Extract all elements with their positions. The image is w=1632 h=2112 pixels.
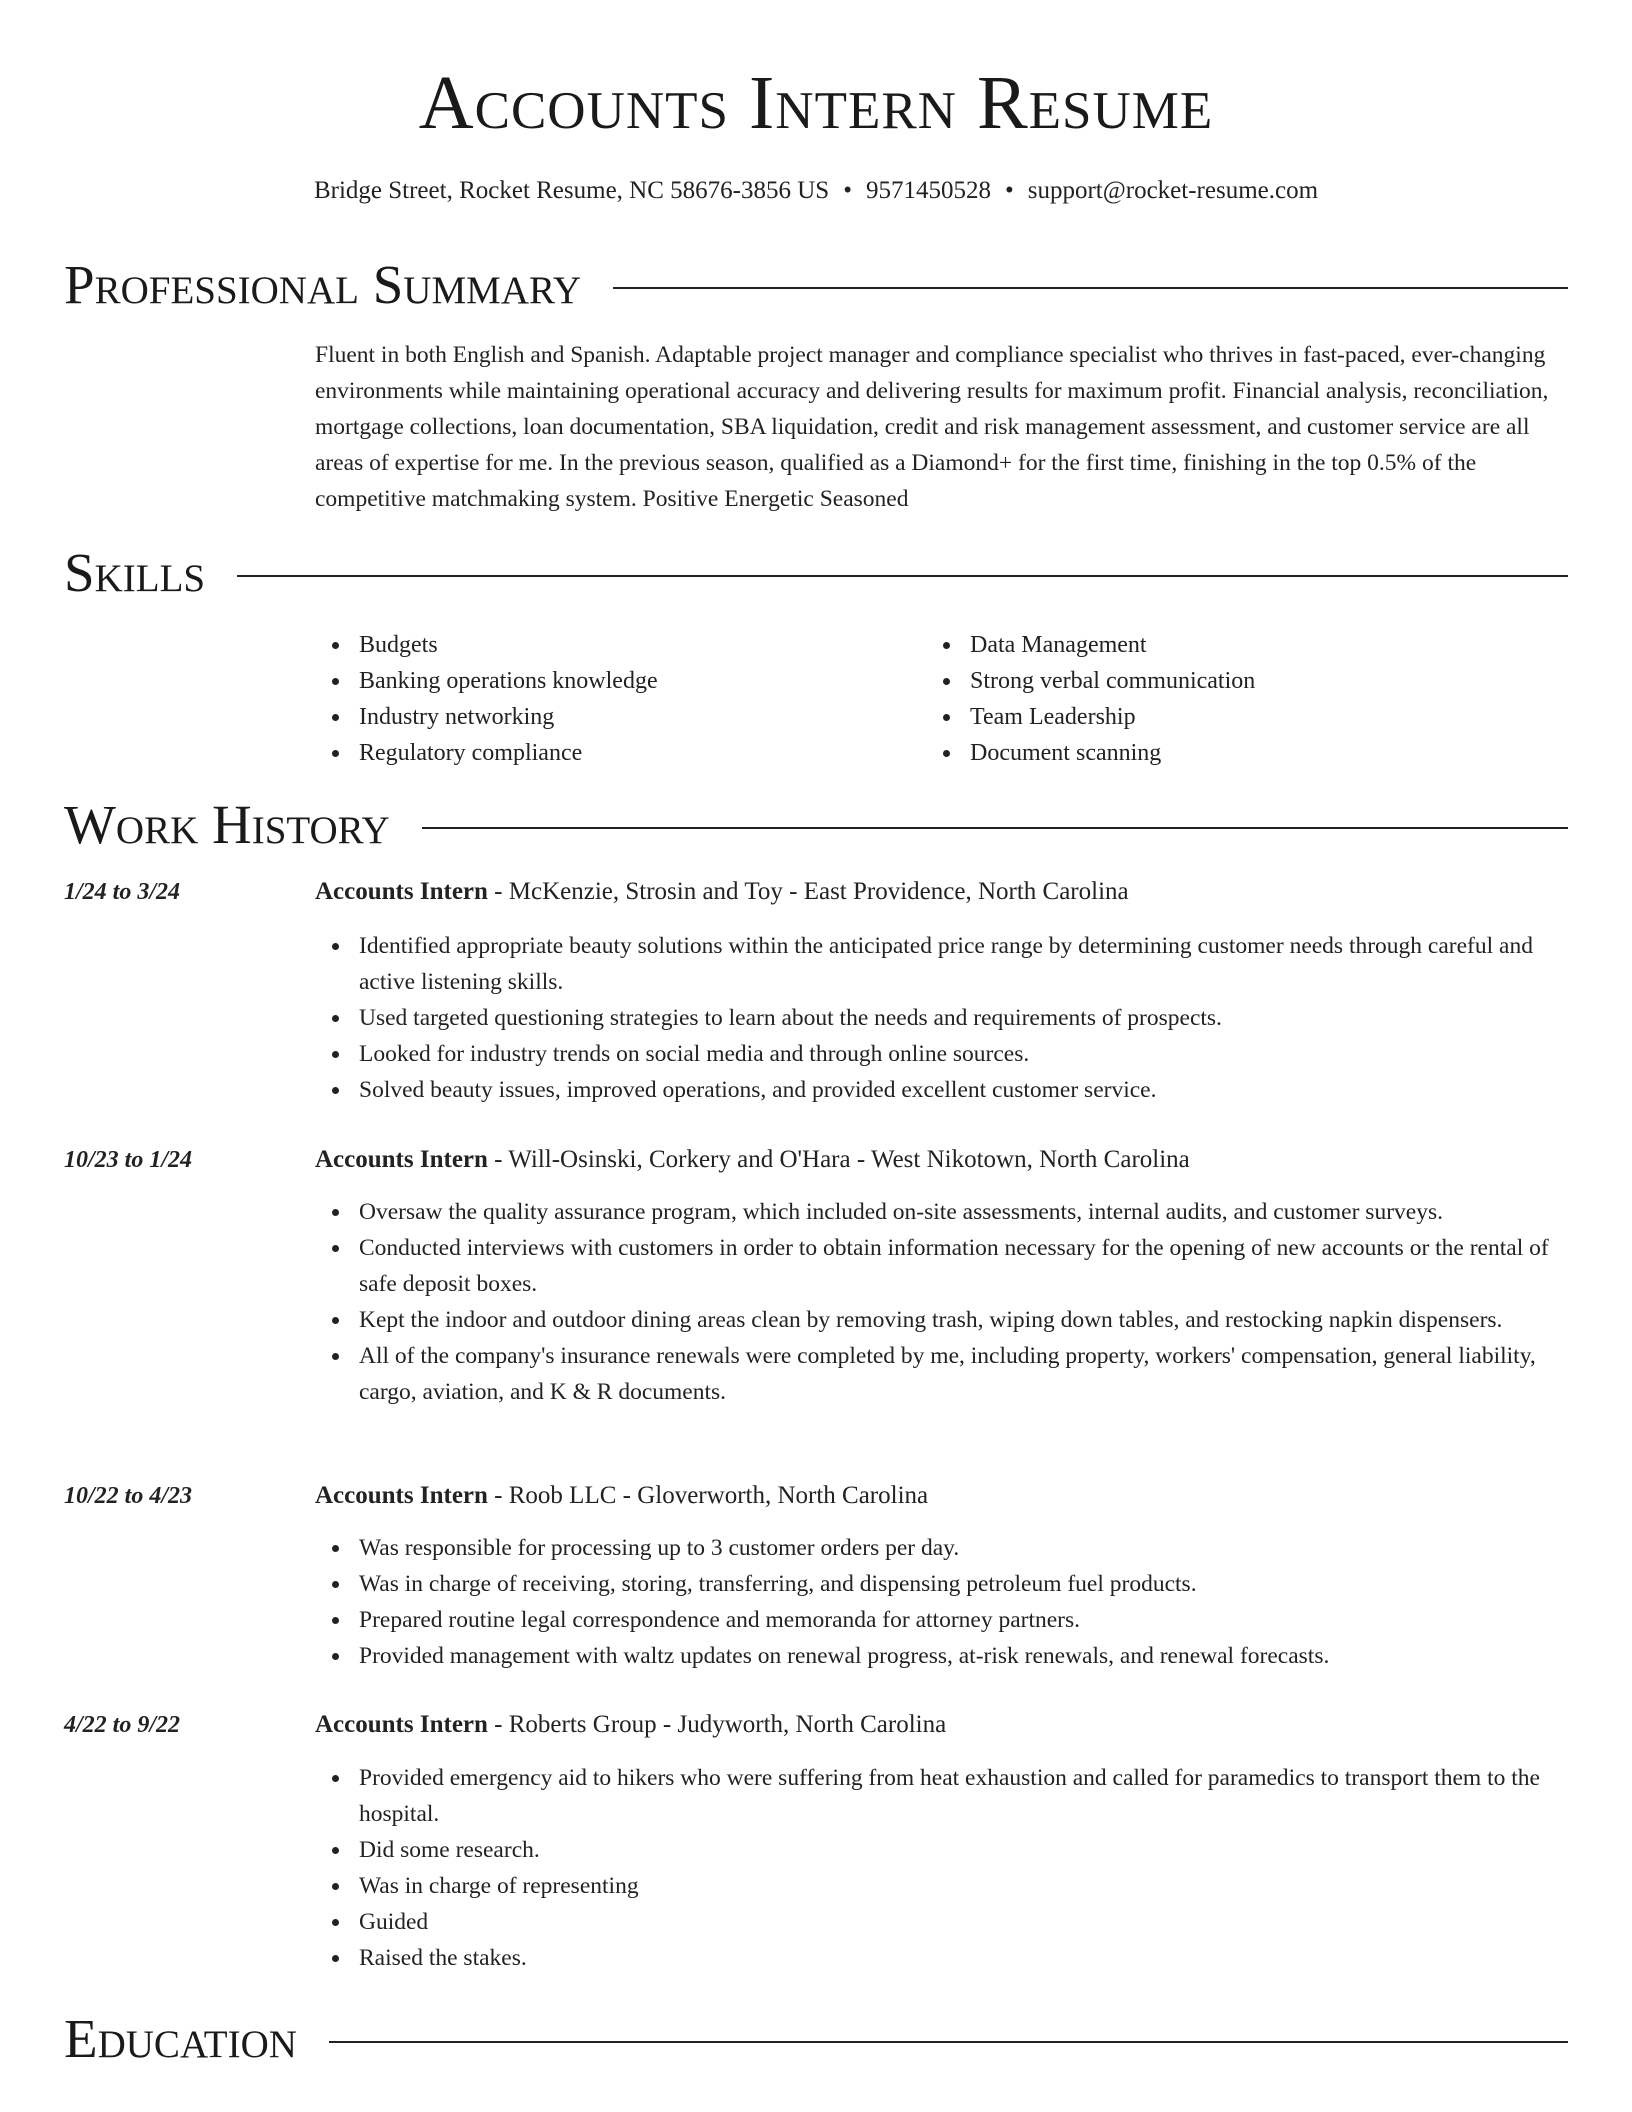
- job-bullet: Identified appropriate beauty solutions within the anticipated price range by determining customer needs through careful and active listening skills.: [315, 928, 1575, 1000]
- job-dates: 4/22 to 9/22: [64, 1712, 181, 1738]
- job-bullet: Guided: [315, 1904, 1575, 1940]
- section-title: Education: [64, 2008, 297, 2069]
- job-header: [315, 874, 1129, 910]
- skill-item: Strong verbal communication: [926, 663, 1255, 699]
- job-bullet: Provided emergency aid to hikers who were suffering from heat exhaustion and called for paramedics to transport them to the hospital.: [315, 1760, 1575, 1832]
- job-bullet: Was responsible for processing up to 3 customer orders per day.: [315, 1530, 1575, 1566]
- section-skills-heading: [64, 540, 1568, 606]
- skills-list-right: [926, 627, 1255, 771]
- job-bullet: Did some research.: [315, 1832, 1575, 1868]
- resume-title: Accounts Intern Resume: [418, 61, 1214, 145]
- contact-separator: •: [843, 177, 852, 204]
- job-bullet: Conducted interviews with customers in order to obtain information necessary for the opening of new accounts or the rental of safe deposit boxes.: [315, 1230, 1575, 1302]
- job-bullet: Kept the indoor and outdoor dining areas clean by removing trash, wiping down tables, and restocking napkin dispensers.: [315, 1302, 1575, 1338]
- contact-email: support@rocket-resume.com: [1027, 177, 1319, 204]
- job-bullet: Raised the stakes.: [315, 1940, 1575, 1976]
- job-details: - McKenzie, Strosin and Toy - East Providence, North Carolina: [487, 878, 1129, 905]
- job-bullet: All of the company's insurance renewals were completed by me, including property, workers' compensation, general liability, cargo, aviation, and K & R documents.: [315, 1338, 1575, 1410]
- job-dates: 1/24 to 3/24: [64, 879, 181, 905]
- skill-item: Budgets: [315, 627, 658, 663]
- skill-item: Industry networking: [315, 699, 658, 735]
- job-bullet: Solved beauty issues, improved operations, and provided excellent customer service.: [315, 1072, 1575, 1108]
- job-bullet: Looked for industry trends on social media and through online sources.: [315, 1036, 1575, 1072]
- job-header: [315, 1707, 946, 1743]
- job-title: Accounts Intern: [315, 878, 488, 905]
- section-summary-heading: [64, 252, 1568, 318]
- section-divider: [422, 827, 1568, 829]
- job-bullet: Was in charge of representing: [315, 1868, 1575, 1904]
- job-bullet: Oversaw the quality assurance program, which included on-site assessments, internal audits, and customer surveys.: [315, 1194, 1575, 1230]
- job-header: [315, 1478, 928, 1514]
- job-title: Accounts Intern: [315, 1711, 488, 1738]
- contact-address: Bridge Street, Rocket Resume, NC 58676-3856 US: [313, 177, 830, 204]
- job-dates: 10/23 to 1/24: [64, 1147, 193, 1173]
- skill-item: Banking operations knowledge: [315, 663, 658, 699]
- contact-line: [0, 174, 1632, 208]
- section-title: Work History: [64, 794, 390, 855]
- job-details: - Roob LLC - Gloverworth, North Carolina: [487, 1482, 929, 1509]
- skill-item: Document scanning: [926, 735, 1255, 771]
- section-title: Skills: [64, 542, 206, 603]
- job-title: Accounts Intern: [315, 1146, 488, 1173]
- section-divider: [613, 287, 1568, 289]
- job-title: Accounts Intern: [315, 1482, 488, 1509]
- job-bullet: Used targeted questioning strategies to learn about the needs and requirements of prospects.: [315, 1000, 1575, 1036]
- section-divider: [237, 575, 1568, 577]
- skill-item: Data Management: [926, 627, 1255, 663]
- section-title: Professional Summary: [64, 254, 582, 315]
- skills-list-left: [315, 627, 658, 771]
- section-divider: [329, 2041, 1568, 2043]
- job-bullet: Provided management with waltz updates on renewal progress, at-risk renewals, and renewal forecasts.: [315, 1638, 1575, 1674]
- contact-separator: •: [1004, 177, 1014, 204]
- summary-paragraph: Fluent in both English and Spanish. Adaptable project manager and compliance specialist who thrives in fast-paced, ever-changing environments while maintaining operational accuracy and delivering results for maximum profit. Financial analysis, reconciliation, mortgage collections, loan documentation, SBA liquidation, credit and risk management assessment, and customer service are all areas of expertise for me. In the previous season, qualified as a Diamond+ for the first time, finishing in the top 0.5% of the competitive matchmaking system. Positive Energetic Seasoned: [315, 342, 1549, 512]
- job-details: - Will-Osinski, Corkery and O'Hara - West Nikotown, North Carolina: [487, 1146, 1190, 1173]
- job-bullets: [315, 1760, 1575, 1976]
- job-bullets: [315, 1530, 1575, 1674]
- job-bullet: Was in charge of receiving, storing, transferring, and dispensing petroleum fuel products.: [315, 1566, 1575, 1602]
- section-work-heading: [64, 792, 1568, 858]
- job-bullet: Prepared routine legal correspondence and memoranda for attorney partners.: [315, 1602, 1575, 1638]
- job-dates: 10/22 to 4/23: [64, 1483, 193, 1509]
- job-bullets: [315, 928, 1575, 1108]
- job-header: [315, 1142, 1190, 1178]
- contact-phone: 9571450528: [865, 177, 991, 204]
- job-bullets: [315, 1194, 1575, 1410]
- skill-item: Regulatory compliance: [315, 735, 658, 771]
- job-details: - Roberts Group - Judyworth, North Carolina: [487, 1711, 947, 1738]
- section-education-heading: [64, 2006, 1568, 2072]
- skill-item: Team Leadership: [926, 699, 1255, 735]
